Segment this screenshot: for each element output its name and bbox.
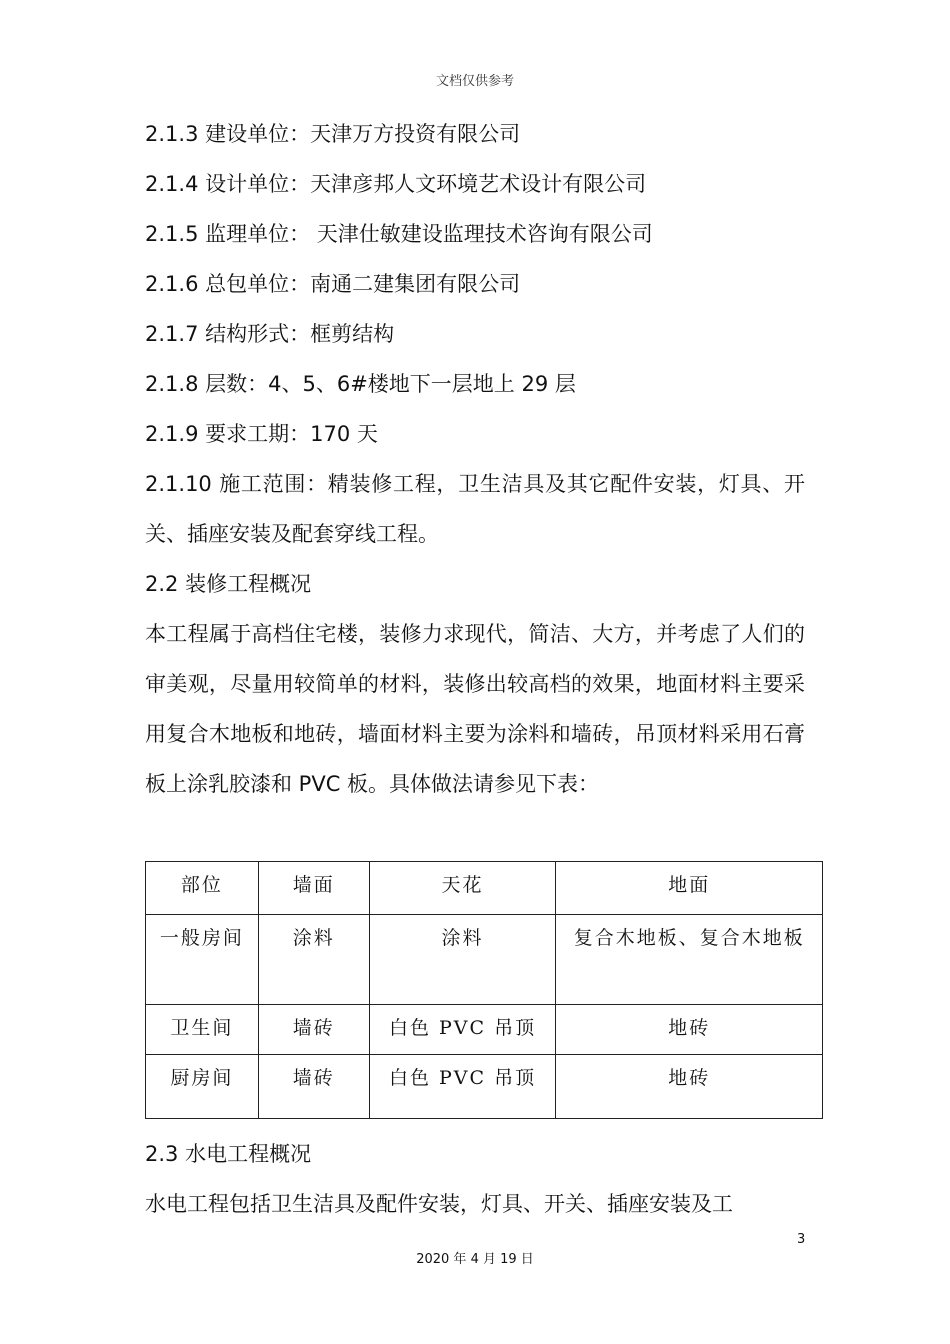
- item-2-1-4: 2.1.4 设计单位：天津彦邦人文环境艺术设计有限公司: [145, 172, 647, 196]
- page-footer-date: 2020 年 4 月 19 日: [416, 1252, 534, 1267]
- table-cell: 涂料: [258, 915, 369, 1005]
- table-cell: 一般房间: [146, 915, 259, 1005]
- table-cell: 白色 PVC 吊顶: [369, 1055, 556, 1119]
- item-2-1-6: 2.1.6 总包单位：南通二建集团有限公司: [145, 272, 521, 296]
- table-header-cell: 墙面: [258, 862, 369, 915]
- item-2-1-7: 2.1.7 结构形式：框剪结构: [145, 322, 395, 346]
- section-2-3-body: 水电工程包括卫生洁具及配件安装，灯具、开关、插座安装及工: [145, 1192, 733, 1216]
- item-2-1-8: 2.1.8 层数：4、5、6#楼地下一层地上 29 层: [145, 372, 576, 396]
- table-cell: 涂料: [369, 915, 556, 1005]
- table-cell: 地砖: [556, 1005, 823, 1055]
- table-row: [146, 1055, 823, 1119]
- table-header-cell: 地面: [556, 862, 823, 915]
- table-row: [146, 1005, 823, 1055]
- page-number: 3: [797, 1232, 806, 1247]
- table-cell: 厨房间: [146, 1055, 259, 1119]
- table-cell: 墙砖: [258, 1005, 369, 1055]
- section-2-2-heading: 2.2 装修工程概况: [145, 572, 312, 596]
- table-header-row: [146, 862, 823, 915]
- table-row: [146, 915, 823, 1005]
- item-2-1-5: 2.1.5 监理单位： 天津仕敏建设监理技术咨询有限公司: [145, 222, 653, 246]
- table-header-cell: 天花: [369, 862, 556, 915]
- table-cell: 地砖: [556, 1055, 823, 1119]
- section-2-3-heading: 2.3 水电工程概况: [145, 1142, 312, 1166]
- table-cell: 墙砖: [258, 1055, 369, 1119]
- table-cell: 卫生间: [146, 1005, 259, 1055]
- table-cell: 白色 PVC 吊顶: [369, 1005, 556, 1055]
- page-header: 文档仅供参考: [435, 74, 514, 89]
- table-header-cell: 部位: [146, 862, 259, 915]
- finish-spec-table: [145, 861, 823, 1119]
- item-2-1-9: 2.1.9 要求工期：170 天: [145, 422, 378, 446]
- item-2-1-3: 2.1.3 建设单位：天津万方投资有限公司: [145, 122, 521, 146]
- section-2-2-body: 本工程属于高档住宅楼，装修力求现代，简洁、大方，并考虑了人们的审美观，尽量用较简单的材料，装修出较高档的效果，地面材料主要采用复合木地板和地砖，墙面材料主要为涂料和墙砖，吊顶材料采用石膏板上涂乳胶漆和 PVC 板。具体做法请参见下表：: [145, 622, 805, 796]
- item-2-1-10: 2.1.10 施工范围：精装修工程，卫生洁具及其它配件安装，灯具、开关、插座安装及配套穿线工程。: [145, 472, 805, 546]
- table-cell: 复合木地板、复合木地板: [556, 915, 823, 1005]
